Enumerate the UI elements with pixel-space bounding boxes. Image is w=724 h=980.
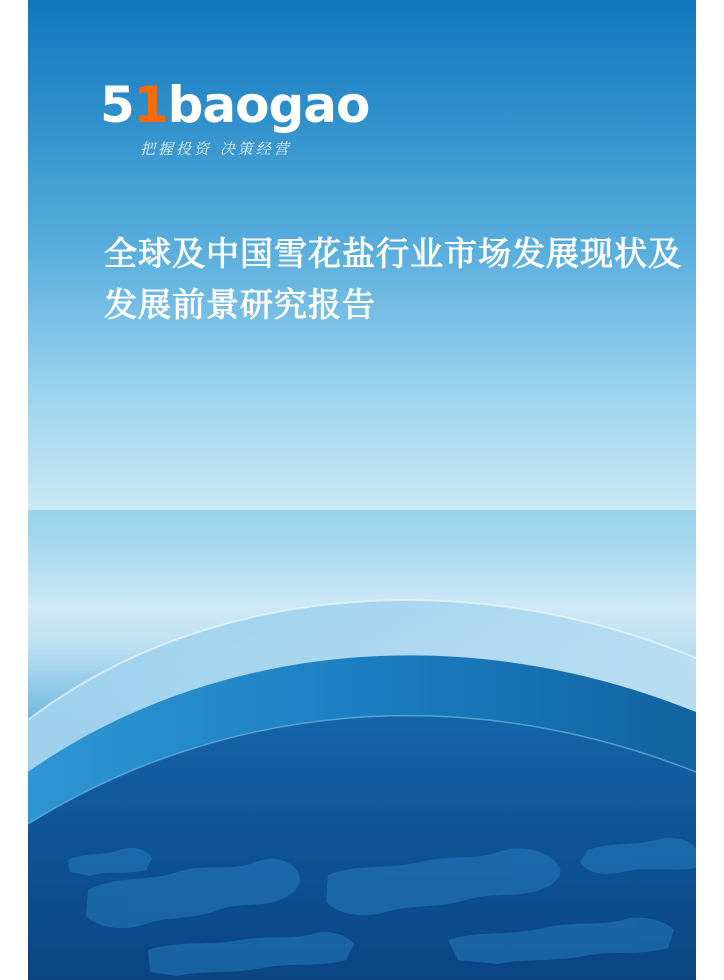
brand-logo (100, 76, 400, 170)
report-title: 全球及中国雪花盐行业市场发展现状及发展前景研究报告 (104, 234, 682, 325)
cover-artwork (28, 0, 696, 980)
brand-tagline: 把握投资 决策经营 (140, 140, 292, 158)
brand-word: baogao (167, 76, 370, 134)
brand-digit-5: 5 (100, 76, 134, 134)
brand-logo-text (100, 76, 400, 134)
globe-graphic (28, 420, 696, 980)
brand-digit-1: 1 (133, 76, 168, 134)
